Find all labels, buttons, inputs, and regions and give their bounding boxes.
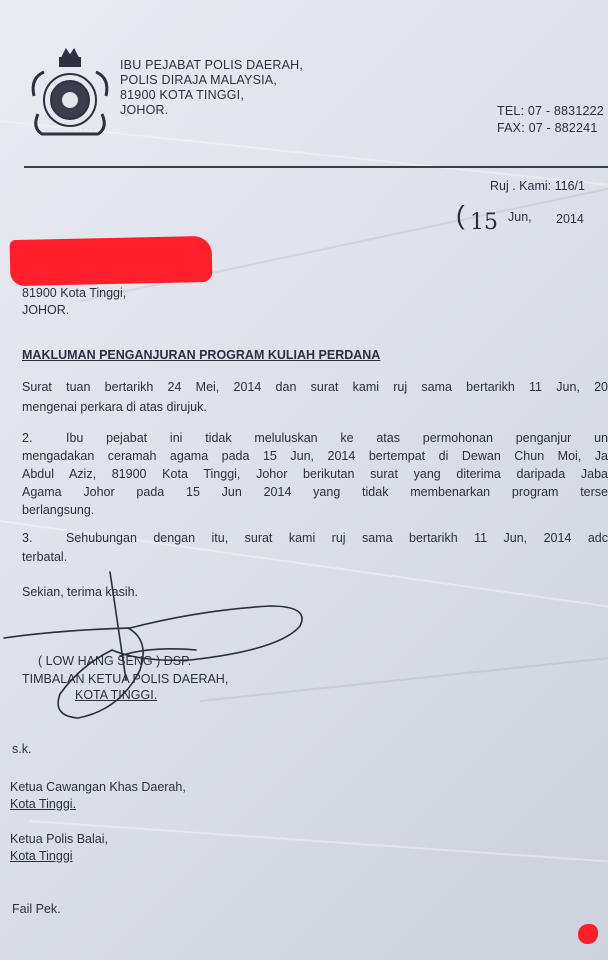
paragraph-3-line: Sehubungan dengan itu, surat kami ruj sama bertarikh 11 Jun, 2014 adc bbox=[66, 531, 608, 545]
paragraph-3-number: 3. bbox=[22, 531, 33, 545]
signatory-place: KOTA TINGGI. bbox=[75, 688, 158, 702]
office-address bbox=[120, 58, 303, 118]
header-divider bbox=[24, 166, 608, 168]
police-crest-icon bbox=[28, 48, 112, 140]
redaction-mark bbox=[578, 924, 598, 944]
cc-entry-place: Kota Tinggi bbox=[10, 849, 73, 863]
fax-number: FAX: 07 - 882241 bbox=[497, 121, 598, 135]
reference-number: Ruj . Kami: 116/1 bbox=[490, 179, 585, 193]
cc-entry-title: Ketua Cawangan Khas Daerah, bbox=[10, 780, 186, 794]
address-line: JOHOR. bbox=[120, 103, 169, 117]
recipient-state-line: JOHOR. bbox=[22, 303, 70, 317]
paragraph-2-number: 2. bbox=[22, 431, 33, 445]
paragraph-3-line: terbatal. bbox=[22, 550, 68, 564]
redaction-mark bbox=[10, 236, 213, 286]
paragraph-2-line: mengadakan ceramah agama pada 15 Jun, 2014 bertempat di Dewan Chun Moi, Ja bbox=[22, 449, 608, 463]
closing-line: Sekian, terima kasih. bbox=[22, 585, 139, 599]
signatory-title: TIMBALAN KETUA POLIS DAERAH, bbox=[22, 672, 229, 686]
paragraph-1-line: mengenai perkara di atas dirujuk. bbox=[22, 400, 207, 414]
date-bracket-mark: ( bbox=[456, 200, 465, 230]
address-line: POLIS DIRAJA MALAYSIA, bbox=[120, 73, 278, 87]
address-line: 81900 KOTA TINGGI, bbox=[120, 88, 245, 102]
paragraph-1-line: Surat tuan bertarikh 24 Mei, 2014 dan surat kami ruj sama bertarikh 11 Jun, 20 bbox=[22, 380, 608, 394]
recipient-postcode-line: 81900 Kota Tinggi, bbox=[22, 286, 127, 300]
date-month: Jun, bbox=[508, 210, 532, 224]
letter-subject: MAKLUMAN PENGANJURAN PROGRAM KULIAH PERDANA bbox=[22, 348, 381, 362]
date-year: 2014 bbox=[556, 212, 584, 226]
file-reference: Fail Pek. bbox=[12, 902, 61, 916]
cc-entry-title: Ketua Polis Balai, bbox=[10, 832, 108, 846]
cc-label: s.k. bbox=[12, 742, 32, 756]
signatory-name: ( LOW HANG SENG ) DSP. bbox=[38, 654, 192, 668]
telephone-number: TEL: 07 - 8831222 bbox=[497, 104, 604, 118]
address-line: IBU PEJABAT POLIS DAERAH, bbox=[120, 58, 304, 72]
paper-crease bbox=[30, 820, 608, 864]
paragraph-2-line: berlangsung. bbox=[22, 503, 95, 517]
paragraph-2-line: Agama Johor pada 15 Jun 2014 yang tidak membenarkan program terse bbox=[22, 485, 608, 499]
handwritten-date-day: 15 bbox=[470, 210, 498, 235]
paragraph-2-line: Ibu pejabat ini tidak meluluskan ke atas permohonan penganjur un bbox=[66, 431, 608, 445]
cc-entry-place: Kota Tinggi. bbox=[10, 797, 77, 811]
handwritten-signature-icon bbox=[0, 570, 320, 730]
paragraph-2-line: Abdul Aziz, 81900 Kota Tinggi, Johor berikutan surat yang diterima daripada Jaba bbox=[22, 467, 608, 481]
